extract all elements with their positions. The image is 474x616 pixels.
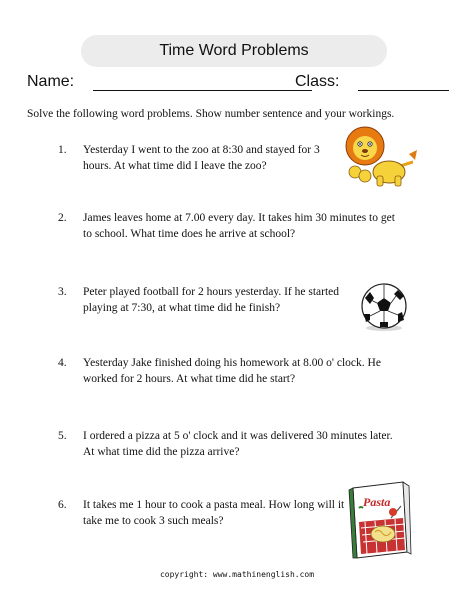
class-label: Class: (295, 73, 340, 90)
problem-number: 4. (58, 357, 67, 369)
worksheet-title: Time Word Problems (81, 35, 387, 67)
problem-number: 3. (58, 286, 67, 298)
problem-text: James leaves home at 7.00 every day. It takes him 30 minutes to get to school. What time does he arrive at school? (83, 212, 395, 240)
problem-number: 6. (58, 499, 67, 511)
problem-text: Peter played football for 2 hours yesterday. If he started playing at 7:30, at what time did he finish? (83, 286, 339, 314)
pasta-book-icon (347, 478, 413, 560)
book-title: Pasta (363, 495, 391, 509)
problem-number: 2. (58, 212, 67, 224)
lion-icon (345, 124, 425, 188)
class-line (358, 90, 449, 91)
problem-text: Yesterday Jake finished doing his homework at 8.00 o' clock. He worked for 2 hours. At what time did he start? (83, 357, 381, 385)
problem-text: Yesterday I went to the zoo at 8:30 and stayed for 3 hours. At what time did I leave the zoo? (83, 144, 320, 172)
copyright: copyright: www.mathinenglish.com (159, 570, 315, 579)
name-class-row (27, 73, 452, 95)
soccer-ball-icon (358, 282, 410, 332)
problem-number: 1. (58, 144, 67, 156)
problem-number: 5. (58, 430, 67, 442)
problem-text: I ordered a pizza at 5 o' clock and it was delivered 30 minutes later. At what time did the pizza arrive? (83, 430, 393, 458)
name-line (93, 90, 312, 91)
name-label: Name: (27, 73, 75, 90)
problem-text: It takes me 1 hour to cook a pasta meal. How long will it take me to cook 3 such meals? (83, 499, 345, 527)
instructions: Solve the following word problems. Show number sentence and your workings. (27, 108, 395, 120)
